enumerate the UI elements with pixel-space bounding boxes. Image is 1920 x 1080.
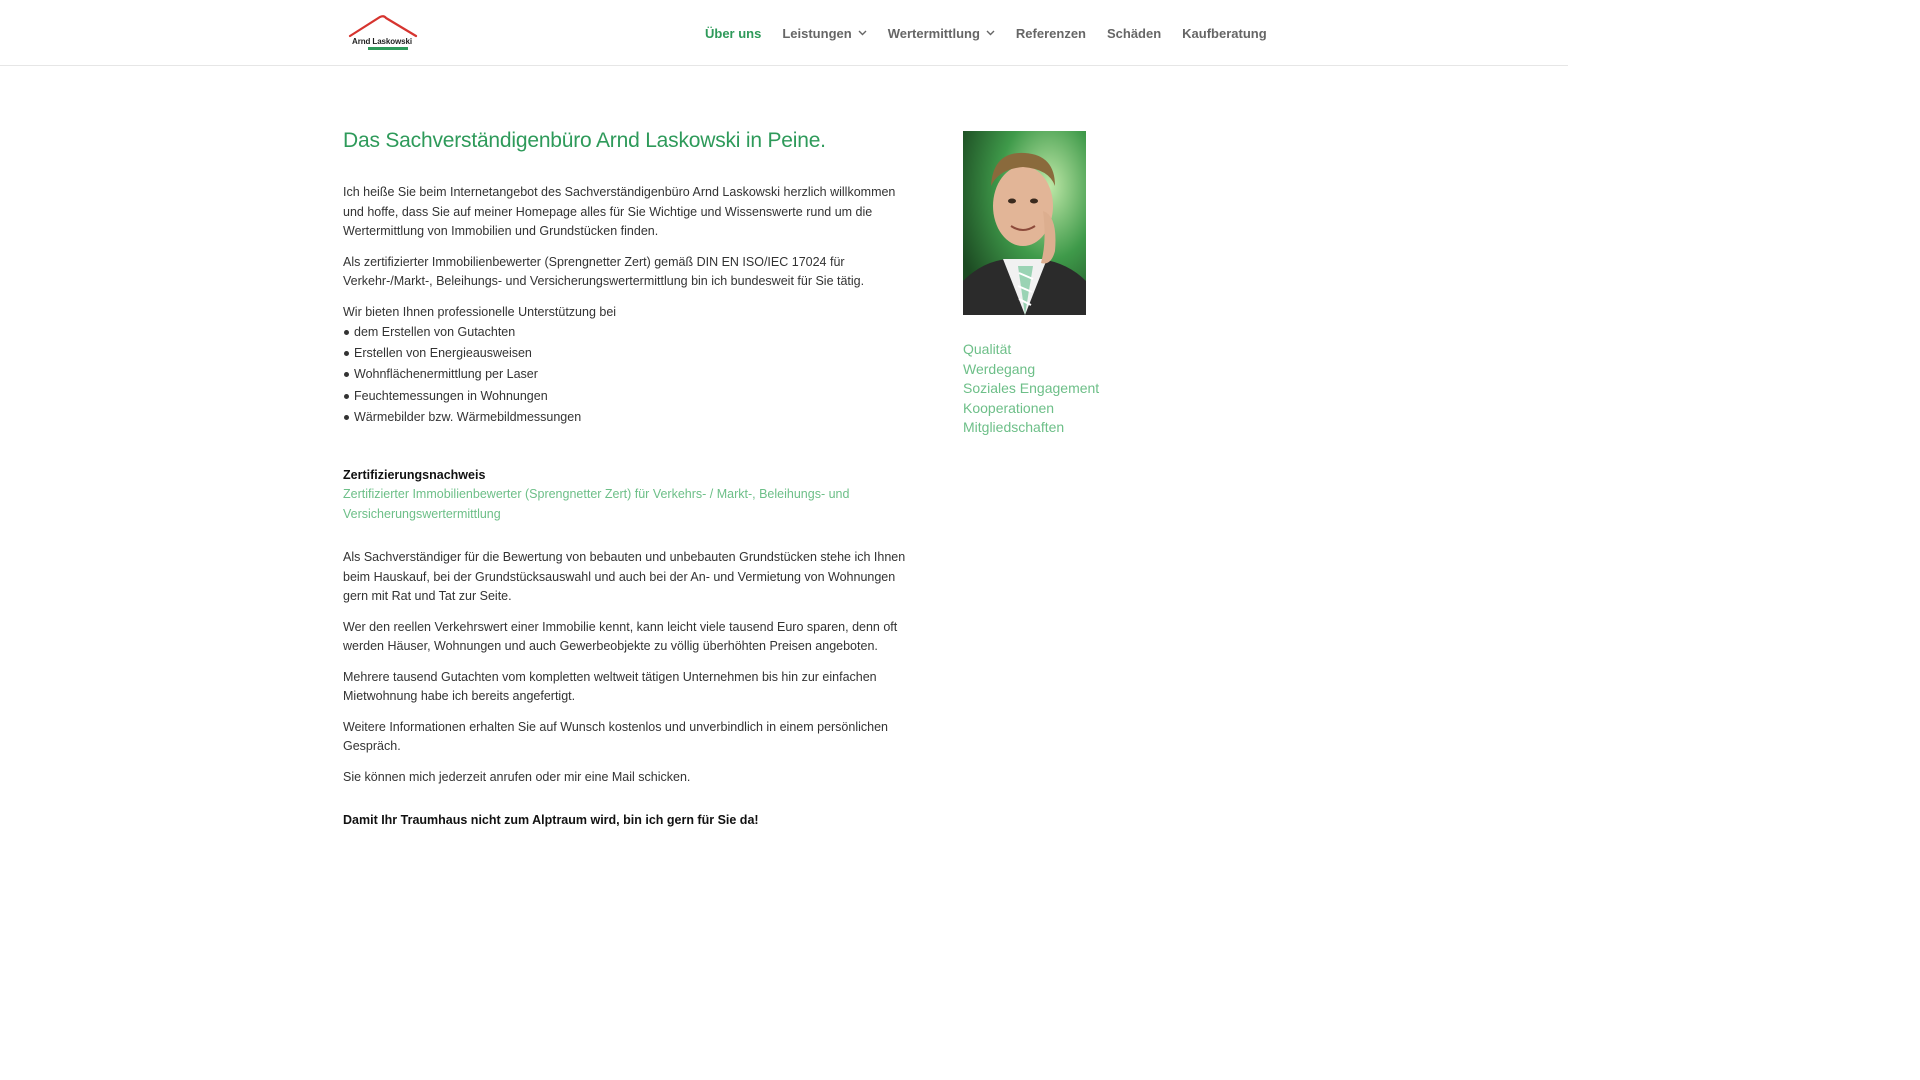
- nav-label: Schäden: [1106, 25, 1162, 41]
- closing-statement: Damit Ihr Traumhaus nicht zum Alptraum wird, bin ich gern für Sie da!: [343, 813, 759, 828]
- services-intro: Wir bieten Ihnen professionelle Unterstützung bei: [343, 304, 617, 319]
- nav-item-leistungen[interactable]: [782, 24, 866, 42]
- body-paragraph: Mehrere tausend Gutachten vom kompletten weltweit tätigen Unternehmen bis hin zur einfachen Mietwohnung habe ich bereits angefertigt.: [343, 669, 877, 704]
- list-item-text: Wohnflächenermittlung per Laser: [354, 367, 538, 382]
- nav-label: Kaufberatung: [1182, 25, 1267, 41]
- logo-text: Arnd Laskowski: [352, 37, 412, 46]
- list-item: [354, 343, 913, 364]
- body-paragraph: Weitere Informationen erhalten Sie auf Wunsch kostenlos und unverbindlich in einem persönlichen Gespräch.: [343, 719, 888, 754]
- bullet-icon: [344, 394, 349, 399]
- certification-link[interactable]: Zertifizierter Immobilienbewerter (Sprengnetter Zert) für Verkehrs- / Markt-, Beleihungs- und Versicherungswertermittlung: [343, 487, 850, 521]
- sidebar-link-werdegang[interactable]: Werdegang: [963, 360, 1036, 377]
- sidebar-links: [963, 340, 1163, 438]
- body-paragraph: Sie können mich jederzeit anrufen oder mir eine Mail schicken.: [343, 769, 691, 784]
- sidebar-link-qualitaet[interactable]: Qualität: [963, 341, 1012, 357]
- chevron-down-icon: [986, 30, 995, 36]
- certification-heading: Zertifizierungsnachweis: [343, 468, 486, 483]
- list-item-text: dem Erstellen von Gutachten: [354, 325, 516, 339]
- main-content: [343, 126, 913, 830]
- list-item-text: Feuchtemessungen in Wohnungen: [354, 388, 548, 403]
- nav-item-kaufberatung[interactable]: [1182, 24, 1267, 42]
- nav-label: Wertermittlung: [887, 25, 980, 41]
- nav-label: Über uns: [705, 25, 762, 41]
- sidebar: [963, 131, 1163, 438]
- nav-item-wertermittlung[interactable]: [888, 24, 995, 42]
- page-title: Das Sachverständigenbüro Arnd Laskowski in Peine.: [343, 129, 826, 152]
- portrait-photo: [963, 131, 1086, 315]
- nav-item-referenzen[interactable]: [1016, 24, 1086, 42]
- body-paragraph: Wer den reellen Verkehrswert einer Immobilie kennt, kann leicht viele tausend Euro sparen, denn oft werden Häuser, Wohnungen und auch Gewerbeobjekte zu völlig überhöhten Preisen angeboten.: [343, 619, 898, 654]
- bullet-icon: [344, 415, 349, 420]
- list-item: [354, 364, 913, 385]
- chevron-down-icon: [858, 30, 867, 36]
- bullet-icon: [344, 372, 349, 377]
- bullet-icon: [344, 330, 349, 335]
- services-list: [343, 322, 913, 428]
- nav-label: Leistungen: [782, 25, 852, 41]
- nav-item-ueber-uns[interactable]: [705, 24, 761, 42]
- list-item: [354, 322, 913, 343]
- sidebar-link-soziales-engagement[interactable]: Soziales Engagement: [963, 380, 1100, 397]
- list-item: [354, 407, 913, 428]
- site-logo[interactable]: [346, 14, 418, 52]
- body-paragraph: Als Sachverständiger für die Bewertung von bebauten und unbebauten Grundstücken stehe ich Ihnen beim Hauskauf, bei der Grundstücksauswahl und auch bei der An- und Vermietung von Wohnungen gern mit Rat und Tat zur Seite.: [343, 550, 906, 604]
- logo-underline: [346, 14, 418, 52]
- list-item-text: Wärmebilder bzw. Wärmebildmessungen: [354, 409, 582, 424]
- site-header: [0, 0, 1568, 66]
- nav-item-schaeden[interactable]: [1107, 24, 1161, 42]
- intro-paragraph: Ich heiße Sie beim Internetangebot des Sachverständigenbüro Arnd Laskowski herzlich willkommen und hoffe, dass Sie auf meiner Homepage alles für Sie Wichtige und Wissenswerte rund um die Wertermittlung von Immobilien und Grundstücken finden.: [343, 185, 896, 238]
- main-nav: [705, 24, 1267, 42]
- nav-label: Referenzen: [1015, 25, 1086, 41]
- certification-paragraph: Als zertifizierter Immobilienbewerter (Sprengnetter Zert) gemäß DIN EN ISO/IEC 17024 für Verkehr-/Markt-, Beleihungs- und Versicherungswertermittlung bin ich bundesweit für Sie tätig.: [343, 254, 865, 288]
- list-item-text: Erstellen von Energieausweisen: [354, 346, 532, 361]
- bullet-icon: [344, 351, 349, 356]
- sidebar-link-kooperationen[interactable]: Kooperationen: [963, 399, 1055, 416]
- list-item: [354, 386, 913, 407]
- sidebar-link-mitgliedschaften[interactable]: Mitgliedschaften: [963, 419, 1065, 436]
